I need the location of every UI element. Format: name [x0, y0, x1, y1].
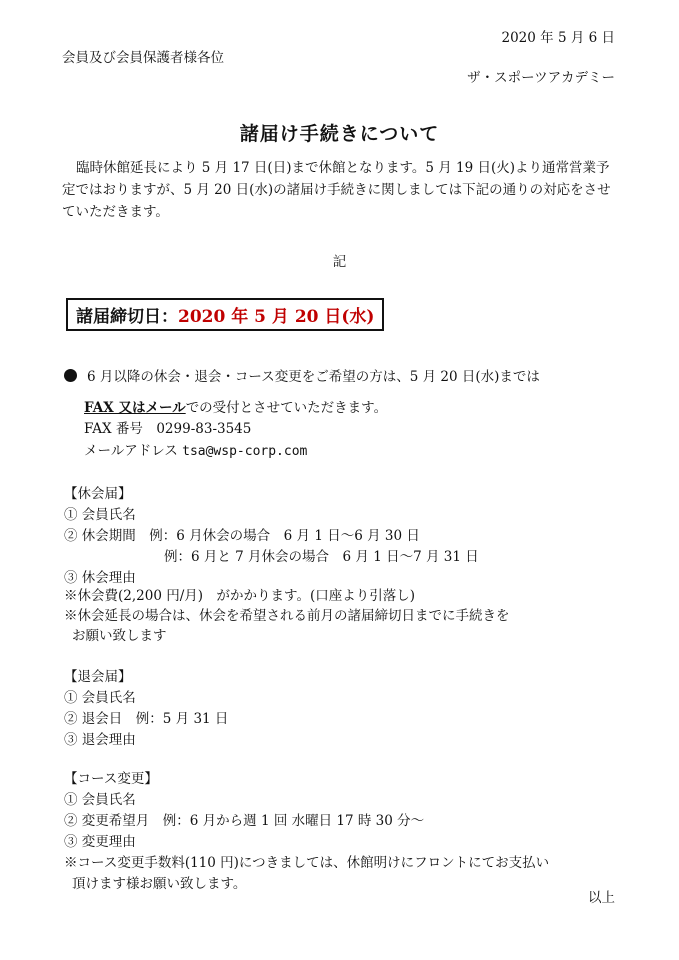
course-item-month: ② 変更希望月 例：6 月から週 1 回 水曜日 17 時 30 分〜 — [64, 813, 425, 829]
leave-note-extension-cont: お願い致します — [72, 628, 167, 644]
bullet-icon — [64, 369, 77, 382]
course-note-fee: ※コース変更手数料(110 円)につきましては、休館明けにフロントにてお支払い — [64, 855, 550, 871]
course-item-name: ① 会員氏名 — [64, 792, 136, 808]
intro-paragraph: 臨時休館延長により 5 月 17 日(日)まで休館となります。5 月 19 日(火)より通常営業予定ではおりますが、5 月 20 日(水)の諸届け手続きに関しましては下記の通りの対応をさせていただきます。 — [62, 160, 611, 220]
fax-mail-rest: での受付とさせていただきます。 — [185, 400, 388, 416]
recipient: 会員及び会員保護者様各位 — [62, 50, 224, 66]
leave-item-period-example: 例：6 月と 7 月休会の場合 6 月 1 日〜7 月 31 日 — [164, 549, 479, 565]
leave-item-name: ① 会員氏名 — [64, 507, 136, 523]
deadline-label: 諸届締切日： — [76, 307, 178, 327]
leave-item-period: ② 休会期間 例：6 月休会の場合 6 月 1 日〜6 月 30 日 — [64, 528, 420, 544]
withdraw-item-date: ② 退会日 例：5 月 31 日 — [64, 711, 229, 727]
leave-note-extension: ※休会延長の場合は、休会を希望される前月の諸届締切日までに手続きを — [64, 608, 510, 624]
leave-item-reason: ③ 休会理由 — [64, 570, 136, 586]
withdraw-item-name: ① 会員氏名 — [64, 690, 136, 706]
leave-heading: 【休会届】 — [64, 486, 132, 502]
leave-note-fee: ※休会費(2,200 円/月) がかかります。(口座より引落し) — [64, 588, 415, 604]
ki-marker: 記 — [332, 254, 347, 270]
email-line — [84, 439, 307, 459]
withdraw-heading: 【退会届】 — [64, 669, 132, 685]
fax-mail-line — [84, 396, 387, 416]
fax-mail-emphasis: FAX 又はメール — [84, 400, 186, 416]
document-title: 諸届け手続きについて — [239, 123, 440, 145]
notice-bullet — [64, 365, 540, 385]
course-item-reason: ③ 変更理由 — [64, 834, 136, 850]
course-note-fee-cont: 頂けます様お願い致します。 — [72, 876, 247, 892]
deadline-box — [66, 298, 384, 331]
notice-text: 6 月以降の休会・退会・コース変更をご希望の方は、5 月 20 日(水)までは — [87, 369, 540, 385]
sender: ザ・スポーツアカデミー — [467, 70, 615, 86]
fax-number: FAX 番号 0299-83-3545 — [84, 421, 252, 437]
email-address: tsa@wsp-corp.com — [182, 444, 308, 459]
email-label: メールアドレス — [84, 443, 178, 459]
closing-mark: 以上 — [588, 890, 615, 906]
deadline-date: 2020 年 5 月 20 日(水) — [178, 307, 375, 327]
course-heading: 【コース変更】 — [64, 771, 158, 787]
withdraw-item-reason: ③ 退会理由 — [64, 732, 136, 748]
document-date: 2020 年 5 月 6 日 — [501, 30, 615, 46]
